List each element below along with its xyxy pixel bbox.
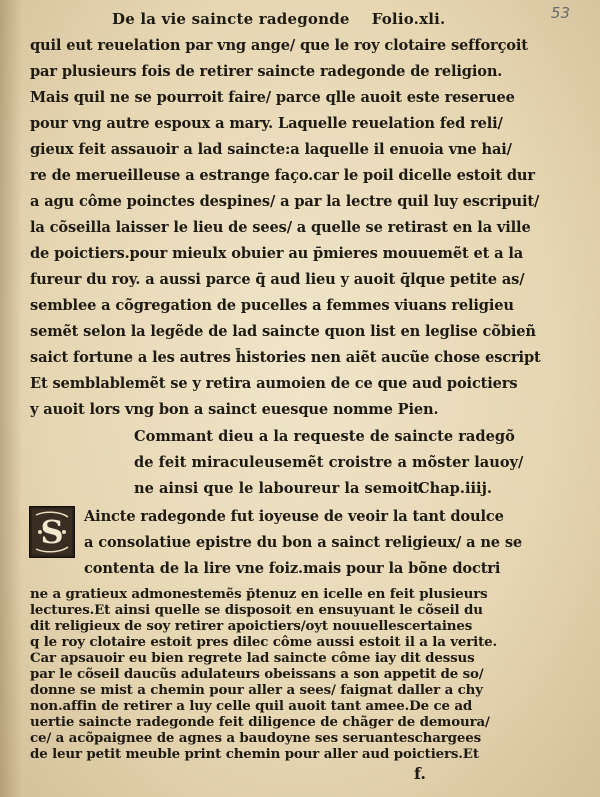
- text-line: ce/ a acõpaignee de agnes a baudoyne ses seruanteschargees: [30, 730, 482, 746]
- chapter-heading-line: de feit miraculeusemẽt croistre a mõster lauoy/: [134, 454, 524, 471]
- text-line: donne se mist a chemin pour aller a sees/ faignat daller a chy: [30, 682, 483, 698]
- text-line: Aincte radegonde fut ioyeuse de veoir la tant doulce: [84, 508, 504, 525]
- text-line: semblee a cõgregation de pucelles a femmes viuans religieu: [30, 297, 514, 314]
- running-head: [112, 10, 472, 28]
- running-head-title: De la vie saincte radegonde: [112, 10, 350, 28]
- text-line: pour vng autre espoux a mary. Laquelle reuelation fed reli/: [30, 115, 503, 132]
- text-line: dit religieux de soy retirer apoictiers/oyt nouuellescertaines: [30, 618, 473, 634]
- text-line: lectures.Et ainsi quelle se disposoit en ensuyuant le cõseil du: [30, 602, 483, 618]
- text-line: fureur du roy. a aussi parce q̄ aud lieu y auoit q̄lque petite as/: [30, 271, 525, 288]
- text-line: de poictiers.pour mieulx obuier au p̄mieres mouuemẽt et a la: [30, 245, 524, 262]
- signature-mark: f.: [414, 764, 426, 783]
- text-line: q le roy clotaire estoit pres dilec côme aussi estoit il a la verite.: [30, 634, 498, 650]
- text-line: a consolatiue epistre du bon a sainct religieux/ a ne se: [84, 534, 523, 551]
- chapter-heading-line: Commant dieu a la requeste de saincte radegõ: [134, 428, 515, 445]
- text-line: gieux feit assauoir a lad saincte:a laquelle il enuoia vne hai/: [30, 141, 512, 158]
- text-line: y auoit lors vng bon a sainct euesque nomme Pien.: [30, 401, 439, 418]
- text-line: non.affin de retirer a luy celle quil auoit tant amee.De ce ad: [30, 698, 473, 714]
- text-line: ne a gratieux admonestemẽs p̄tenuz en icelle en feit plusieurs: [30, 586, 488, 602]
- text-line: a agu côme poinctes despines/ a par la lectre quil luy escripuit/: [30, 193, 540, 210]
- text-line: quil eut reuelation par vng ange/ que le roy clotaire sefforçoit: [30, 37, 528, 54]
- ornamental-s-icon: [30, 507, 74, 557]
- text-line: la cõseilla laisser le lieu de sees/ a quelle se retirast en la ville: [30, 219, 531, 236]
- text-line: de leur petit meuble print chemin pour aller aud poictiers.Et: [30, 746, 479, 762]
- text-line: contenta de la lire vne foiz.mais pour la bõne doctri: [84, 560, 501, 577]
- text-line: par plusieurs fois de retirer saincte radegonde de religion.: [30, 63, 503, 80]
- text-line: Et semblablemẽt se y retira aumoien de ce que aud poictiers: [30, 375, 518, 392]
- text-line: saict fortune a les autres h̄istories nen aiẽt aucũe chose escript: [30, 349, 541, 366]
- text-line: Mais quil ne se pourroit faire/ parce qlle auoit este reseruee: [30, 89, 515, 106]
- text-line: par le cõseil daucũs adulateurs obeissans a son appetit de so/: [30, 666, 484, 682]
- chapter-heading-line: ne ainsi que le laboureur la semoit.: [134, 480, 425, 497]
- folio-number: 53: [550, 4, 570, 22]
- drop-cap-initial: [29, 506, 75, 558]
- gutter-shadow: [0, 0, 22, 797]
- running-head-folio: Folio.xli.: [371, 10, 446, 28]
- chapter-number: Chap.iiij.: [418, 480, 492, 497]
- text-line: Car apsauoir eu bien regrete lad saincte côme iay dit dessus: [30, 650, 475, 666]
- text-line: re de merueilleuse a estrange faço.car le poil dicelle estoit dur: [30, 167, 535, 184]
- drop-cap-letter: S: [40, 513, 64, 551]
- text-line: semẽt selon la legẽde de lad saincte quon list en leglise cõbieñ: [30, 323, 536, 340]
- text-line: uertie saincte radegonde feit diligence de chãger de demoura/: [30, 714, 490, 730]
